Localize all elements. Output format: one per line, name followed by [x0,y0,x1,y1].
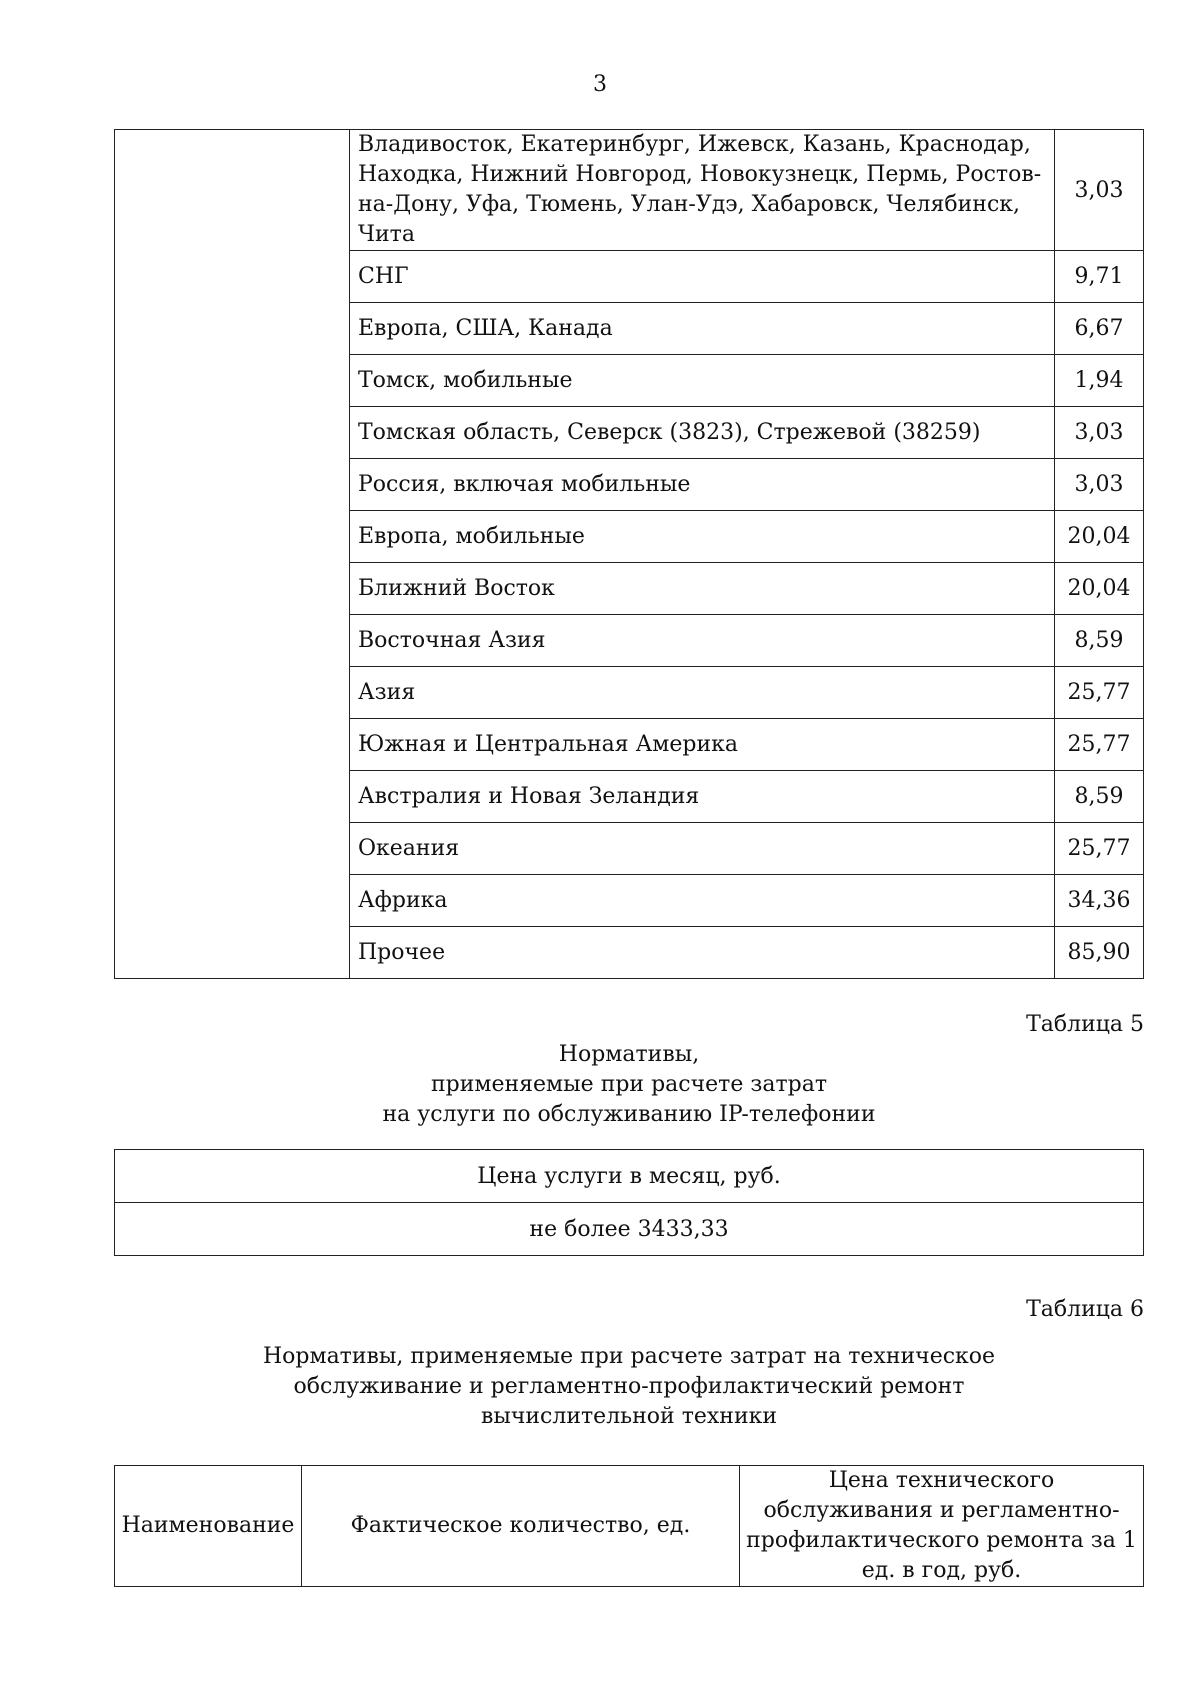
table-5-title-line: применяемые при расчете затрат [430,1072,828,1097]
region-cell: Южная и Центральная Америка [350,719,1055,771]
maint-header-price: Цена технического обслуживания и регламентно-профилактического ремонта за 1 ед. в год, руб. [740,1466,1144,1587]
table-6-title [114,1342,1144,1432]
region-cell: Австралия и Новая Зеландия [350,771,1055,823]
ip-table-value: не более 3433,33 [115,1203,1144,1256]
price-cell: 20,04 [1055,563,1144,615]
region-cell: Ближний Восток [350,563,1055,615]
region-cell: Россия, включая мобильные [350,459,1055,511]
table-row [115,130,1144,251]
ip-telephony-table [114,1149,1144,1256]
price-cell: 20,04 [1055,511,1144,563]
price-cell: 1,94 [1055,355,1144,407]
price-cell: 3,03 [1055,459,1144,511]
region-cell: СНГ [350,251,1055,303]
region-cell: Океания [350,823,1055,875]
price-cell: 85,90 [1055,927,1144,979]
price-cell: 3,03 [1055,407,1144,459]
maint-header-name: Наименование [115,1466,302,1587]
region-cell: Прочее [350,927,1055,979]
ip-table-header: Цена услуги в месяц, руб. [115,1150,1144,1203]
price-cell: 9,71 [1055,251,1144,303]
table-5-title-line: на услуги по обслуживанию IP-телефонии [382,1102,876,1127]
region-cell: Африка [350,875,1055,927]
price-cell: 6,67 [1055,303,1144,355]
price-cell: 25,77 [1055,719,1144,771]
table-5-title-line: Нормативы, [558,1042,700,1067]
call-rates-table [114,129,1144,979]
region-cell: Восточная Азия [350,615,1055,667]
table-6-label: Таблица 6 [1026,1297,1144,1322]
table-5-title [114,1040,1144,1130]
table-6-title-line: вычислительной техники [480,1404,778,1429]
region-cell: Азия [350,667,1055,719]
table-5-label: Таблица 5 [1026,1012,1144,1037]
region-cell: Европа, мобильные [350,511,1055,563]
empty-category-cell [115,130,350,979]
maint-header-quantity: Фактическое количество, ед. [302,1466,740,1587]
table-6-title-line: обслуживание и регламентно-профилактический ремонт [293,1374,965,1399]
price-cell: 8,59 [1055,615,1144,667]
region-cell: Владивосток, Екатеринбург, Ижевск, Казань, Краснодар, Находка, Нижний Новгород, Новокузнецк, Пермь, Ростов-на-Дону, Уфа, Тюмень, Улан-Удэ, Хабаровск, Челябинск, Чита [350,130,1055,251]
page-number: 3 [593,72,607,97]
region-cell: Томск, мобильные [350,355,1055,407]
price-cell: 3,03 [1055,130,1144,251]
table-6-title-line: Нормативы, применяемые при расчете затрат на техническое [262,1344,996,1369]
price-cell: 25,77 [1055,823,1144,875]
price-cell: 8,59 [1055,771,1144,823]
region-cell: Томская область, Северск (3823), Стрежевой (38259) [350,407,1055,459]
maintenance-table [114,1465,1144,1587]
price-cell: 34,36 [1055,875,1144,927]
region-cell: Европа, США, Канада [350,303,1055,355]
price-cell: 25,77 [1055,667,1144,719]
